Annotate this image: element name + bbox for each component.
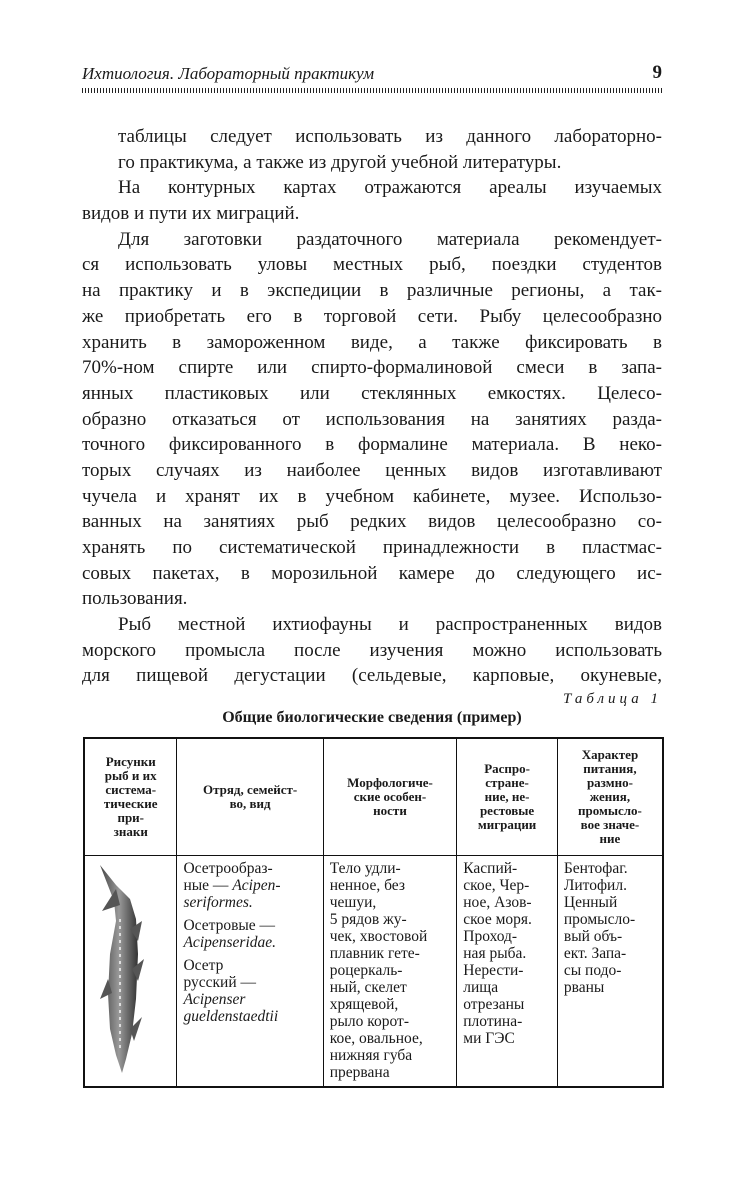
distribution-line: плотина- xyxy=(463,1013,523,1030)
morphology-line: чешуи, xyxy=(329,894,377,911)
sturgeon-illustration xyxy=(86,859,176,1079)
column-header-line: ские особен- xyxy=(353,789,427,804)
column-header-line: миграции xyxy=(477,817,537,832)
body-line: Для заготовки раздаточного материала рекомендует- xyxy=(118,228,662,250)
page-number: 9 xyxy=(652,62,662,83)
column-header-line: ние xyxy=(599,831,621,846)
body-line: хранять по систематической принадлежности в пластмас- xyxy=(82,537,662,558)
column-header-line: стране- xyxy=(485,775,529,790)
column-header-line: Морфологиче- xyxy=(347,775,433,790)
column-header-line: питания, xyxy=(583,761,637,776)
running-header-title: Ихтиология. Лабораторный практикум xyxy=(82,64,375,83)
column-header-line: вое значе- xyxy=(580,817,640,832)
column-header xyxy=(323,738,457,856)
column-header-line: Рисунки xyxy=(105,754,156,769)
distribution-line: отрезаны xyxy=(463,996,525,1013)
body-line: янных пластиковых или стеклянных емкостях. Целесо- xyxy=(82,382,662,404)
morphology-line: нижняя губа xyxy=(329,1047,413,1064)
column-header xyxy=(177,738,323,856)
body-line: для пищевой дегустации (сельдевые, карповые, окуневые, xyxy=(82,665,662,687)
body-line: 70%-ном спирте или спирто-формалиновой смеси в запа- xyxy=(82,357,662,379)
column-header-line: Характер xyxy=(581,747,639,762)
latin-name: Acipen- xyxy=(232,877,281,894)
body-line: таблицы следует использовать из данного лабораторно- xyxy=(118,126,662,147)
morphology-line: ненное, без xyxy=(329,877,405,894)
body-line: совых пакетах, в морозильной камере до следующего ис- xyxy=(82,562,662,584)
column-header-line: рестовые xyxy=(479,803,535,818)
character-line: сы подо- xyxy=(563,962,622,979)
distribution-line: Нерести- xyxy=(463,962,524,979)
taxonomy-cell xyxy=(177,856,323,1088)
taxonomy-entry xyxy=(183,860,316,911)
column-header-line: промысло- xyxy=(578,803,642,818)
distribution-cell xyxy=(457,856,558,1088)
distribution-line: ми ГЭС xyxy=(463,1030,515,1047)
column-header xyxy=(457,738,558,856)
column-header-line: при- xyxy=(117,810,144,825)
column-header-line: рыб и их xyxy=(104,768,157,783)
table-title: Общие биологические сведения (пример) xyxy=(222,709,522,726)
body-line: На контурных картах отражаются ареалы изучаемых xyxy=(118,177,662,199)
table-header-row xyxy=(84,738,663,856)
column-header xyxy=(557,738,663,856)
distribution-line: ная рыба. xyxy=(463,945,527,962)
taxonomy-line xyxy=(183,860,316,877)
character-line: вый объ- xyxy=(563,928,623,945)
morphology-line: ный, скелет xyxy=(329,979,407,996)
taxonomy-line xyxy=(183,894,316,911)
taxonomy-line xyxy=(183,974,316,991)
morphology-line: плавник гете- xyxy=(329,945,420,962)
body-line: ся использовать уловы местных рыб, поездки студентов xyxy=(82,254,662,276)
character-line: Бентофаг. xyxy=(563,860,628,877)
table-row xyxy=(84,856,663,1088)
character-line: ект. Запа- xyxy=(563,945,627,962)
body-line: чучела и хранят их в учебном кабинете, музее. Использо- xyxy=(82,485,662,507)
distribution-line: лища xyxy=(463,979,499,996)
column-header xyxy=(84,738,177,856)
body-text xyxy=(82,124,662,689)
column-header-line: жения, xyxy=(589,789,631,804)
body-line: точного фиксированного в формалине материала. В неко- xyxy=(82,434,662,456)
column-header-line: Распро- xyxy=(484,761,530,776)
taxonomy-line xyxy=(183,877,316,894)
latin-name: gueldenstaedtii xyxy=(183,1008,279,1025)
morphology-line: чек, хвостовой xyxy=(329,928,428,945)
column-header-line: ние, не- xyxy=(484,789,530,804)
character-line: Литофил. xyxy=(563,877,627,894)
column-header-line: система- xyxy=(105,782,157,797)
latin-name: seriformes. xyxy=(183,894,253,911)
taxon-name: ные — xyxy=(183,877,233,894)
taxonomy-line xyxy=(183,991,316,1008)
running-header xyxy=(82,64,662,86)
distribution-line: Проход- xyxy=(463,928,518,945)
latin-name: Acipenseridae. xyxy=(183,934,277,951)
taxonomy-entry xyxy=(183,957,316,1025)
body-line: морского промысла после изучения можно использовать xyxy=(82,639,662,661)
taxonomy-line xyxy=(183,957,316,974)
distribution-line: ское, Чер- xyxy=(463,877,530,894)
morphology-line: прервана xyxy=(329,1064,390,1081)
column-header-line: во, вид xyxy=(229,796,271,811)
taxon-name: Осетр xyxy=(183,957,224,974)
morphology-line: роцеркаль- xyxy=(329,962,403,979)
table-caption: Таблица 1 xyxy=(563,691,662,707)
morphology-line: Тело удли- xyxy=(329,860,401,877)
taxon-name: русский — xyxy=(183,974,257,991)
body-line: Рыб местной ихтиофауны и распространенных видов xyxy=(118,614,662,636)
taxon-name: Осетровые — xyxy=(183,917,276,934)
column-header-line: Отряд, семейст- xyxy=(202,782,298,797)
biology-table xyxy=(83,737,664,1088)
taxonomy-line xyxy=(183,1008,316,1025)
taxon-name: Осетрообраз- xyxy=(183,860,273,877)
column-header-line: ности xyxy=(373,803,407,818)
character-line: рваны xyxy=(563,979,605,996)
body-line: го практикума, а также из другой учебной литературы. xyxy=(118,151,562,173)
header-rule xyxy=(82,88,662,93)
fish-image-cell xyxy=(84,856,177,1088)
body-line: торых случаях из наиболее ценных видов изготавливают xyxy=(82,459,662,481)
column-header-line: размно- xyxy=(586,775,633,790)
body-line: образно отказаться от использования на занятиях разда- xyxy=(82,408,662,430)
distribution-line: Каспий- xyxy=(463,860,518,877)
body-line: ванных на занятиях рыб редких видов целесообразно со- xyxy=(82,511,662,533)
distribution-line: ское моря. xyxy=(463,911,532,928)
morphology-line: рыло корот- xyxy=(329,1013,409,1030)
body-line: же приобретать его в торговой сети. Рыбу целесообразно xyxy=(82,305,662,327)
taxonomy-line xyxy=(183,934,316,951)
character-line: промысло- xyxy=(563,911,636,928)
morphology-line: 5 рядов жу- xyxy=(329,911,407,928)
morphology-cell xyxy=(323,856,457,1088)
column-header-line: тические xyxy=(103,796,158,811)
character-line: Ценный xyxy=(563,894,618,911)
character-cell xyxy=(557,856,663,1088)
body-line: видов и пути их миграций. xyxy=(82,203,300,225)
morphology-line: хрящевой, xyxy=(329,996,399,1013)
column-header-line: знаки xyxy=(113,824,148,839)
distribution-line: ное, Азов- xyxy=(463,894,532,911)
body-line: хранить в замороженном виде, а также фиксировать в xyxy=(82,331,662,353)
taxonomy-line xyxy=(183,917,316,934)
taxonomy-entry xyxy=(183,917,316,951)
body-line: пользования. xyxy=(82,588,188,610)
morphology-line: кое, овальное, xyxy=(329,1030,423,1047)
body-line: на практику и в экспедиции в различные регионы, а так- xyxy=(82,280,662,302)
latin-name: Acipenser xyxy=(183,991,246,1008)
